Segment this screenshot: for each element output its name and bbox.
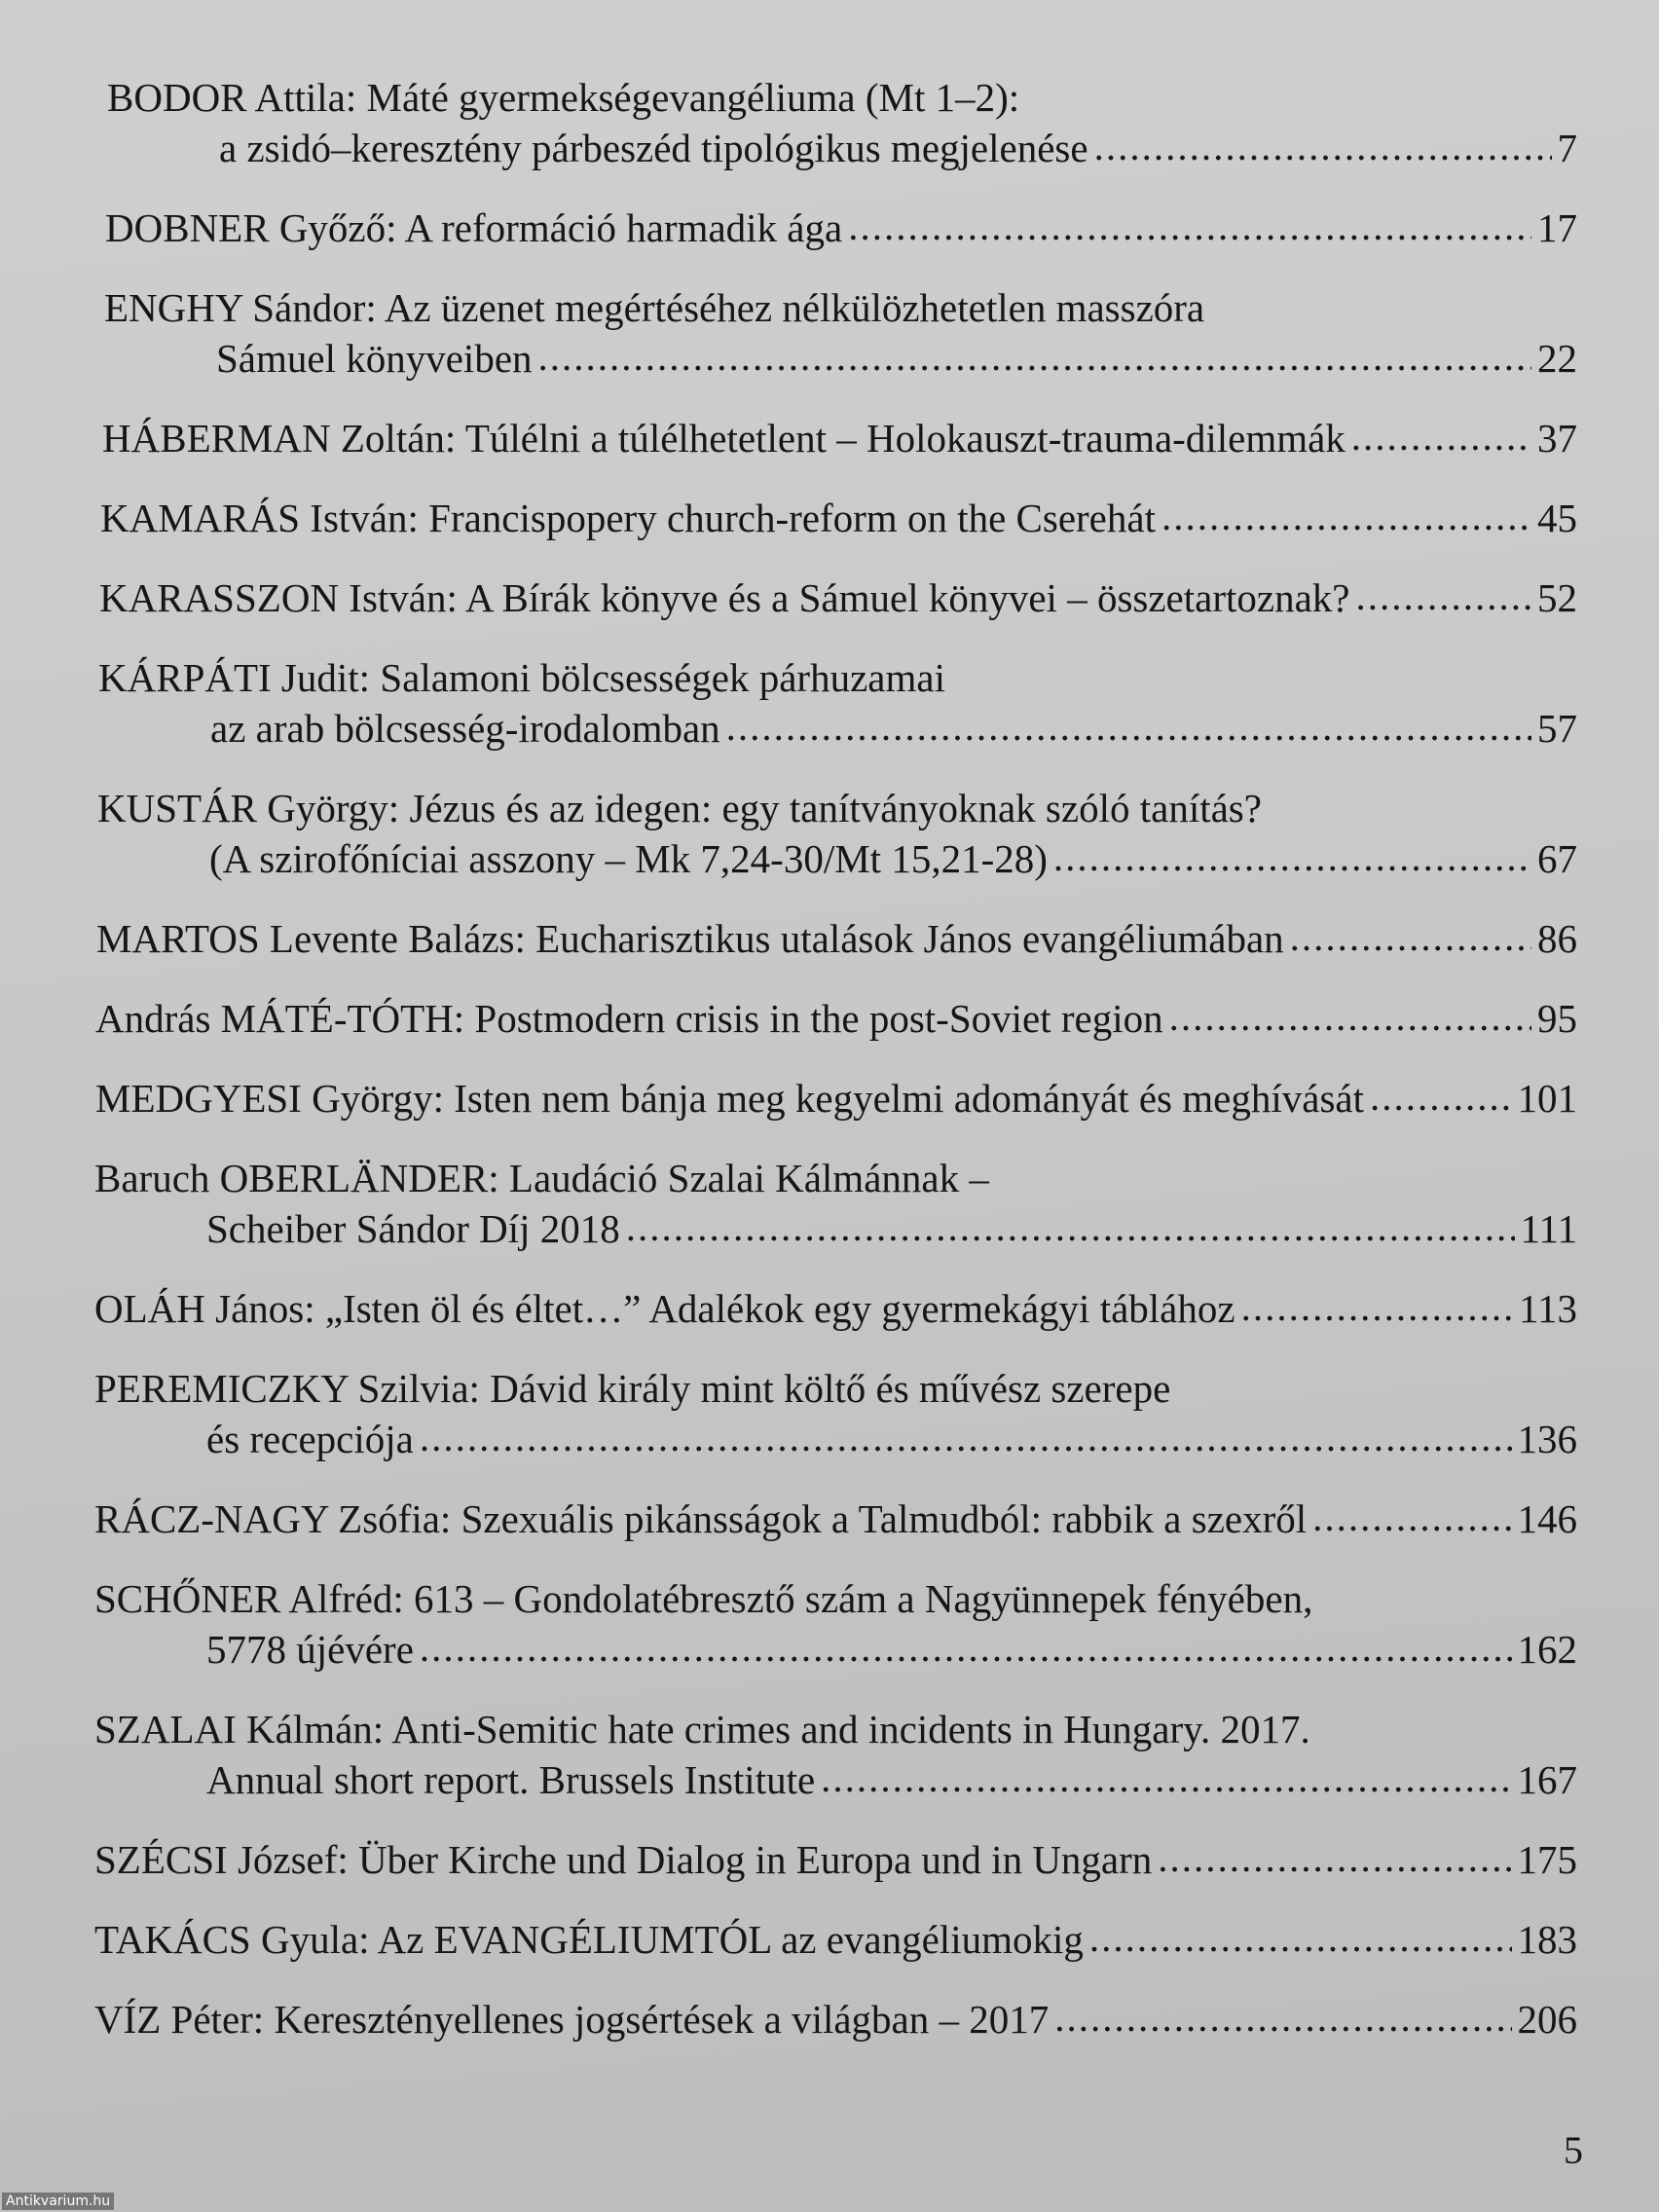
- toc-page-number: 45: [1537, 496, 1577, 540]
- toc-entry-line: [92, 1073, 1577, 1124]
- toc-page-number: 7: [1557, 126, 1577, 170]
- toc-entry: [92, 993, 1577, 1044]
- toc-entry: [92, 413, 1577, 463]
- toc-entry: [92, 1493, 1577, 1544]
- toc-author: HÁBERMAN Zoltán:: [102, 416, 457, 461]
- toc-page-number: 175: [1517, 1837, 1577, 1882]
- leader-dots: [1161, 491, 1531, 541]
- toc-title: A reformáció harmadik ága: [404, 205, 843, 250]
- toc-title: Francispopery church-reform on the Cserehát: [428, 496, 1156, 540]
- toc-entry-first-line: [92, 1363, 1577, 1414]
- toc-title-continued: 5778 újévére: [206, 1627, 414, 1672]
- leader-dots: [1158, 1832, 1511, 1883]
- toc-page-number: 17: [1537, 205, 1577, 250]
- toc-entry: [92, 282, 1577, 384]
- toc-author: OLÁH János:: [94, 1286, 315, 1331]
- toc-entry: [92, 783, 1577, 884]
- toc-title: „Isten öl és éltet…” Adalékok egy gyermekágyi táblához: [324, 1286, 1235, 1331]
- toc-author: DOBNER Győző:: [105, 205, 397, 250]
- toc-entry-first-line: [92, 652, 1577, 703]
- leader-dots: [1312, 1492, 1511, 1542]
- toc-entry-first-line: [92, 783, 1577, 833]
- toc-entry: [92, 1283, 1577, 1334]
- toc-author: KÁRPÁTI Judit:: [98, 655, 371, 700]
- leader-dots: [1089, 1912, 1512, 1963]
- toc-page-number: 52: [1537, 575, 1577, 620]
- toc-author: TAKÁCS Gyula:: [94, 1917, 370, 1962]
- toc-author: KARASSZON István:: [99, 575, 458, 620]
- toc-entry: [92, 1153, 1577, 1254]
- toc-entry: [92, 72, 1577, 173]
- toc-entry-line: [92, 413, 1577, 463]
- toc-page-number: 86: [1537, 916, 1577, 961]
- toc-entry-line: [92, 1283, 1577, 1334]
- toc-title: Szexuális pikánsságok a Talmudból: rabbik a szexről: [461, 1496, 1308, 1541]
- toc-title-continued: az arab bölcsesség-irodalomban: [210, 706, 720, 751]
- leader-dots: [1290, 911, 1531, 962]
- toc-entry-last-line: [92, 333, 1577, 384]
- toc-title: Laudáció Szalai Kálmánnak –: [508, 1156, 989, 1200]
- toc-title: Anti-Semitic hate crimes and incidents in Hungary. 2017.: [391, 1707, 1310, 1751]
- toc-title: Eucharisztikus utalások János evangéliumában: [535, 916, 1284, 961]
- toc-title: Túlélni a túlélhetetlent – Holokauszt-trauma-dilemmák: [464, 416, 1346, 461]
- toc-entry-line: [92, 913, 1577, 964]
- toc-title-continued: Sámuel könyveiben: [216, 336, 533, 381]
- toc-page-number: 136: [1517, 1417, 1577, 1461]
- toc-title-continued: Scheiber Sándor Díj 2018: [206, 1206, 620, 1251]
- toc-entry-last-line: [92, 703, 1577, 754]
- toc-author: BODOR Attila:: [107, 75, 357, 120]
- toc-entry: [92, 652, 1577, 754]
- toc-entry-last-line: [92, 123, 1577, 173]
- leader-dots: [538, 331, 1531, 382]
- toc-entry-first-line: [92, 1153, 1577, 1203]
- toc-entry: [92, 913, 1577, 964]
- toc-title: Salamoni bölcsességek párhuzamai: [380, 655, 945, 700]
- toc-page-number: 95: [1537, 996, 1577, 1041]
- toc-page-number: 37: [1537, 416, 1577, 461]
- leader-dots: [1355, 571, 1531, 621]
- toc-entry: [92, 493, 1577, 543]
- toc-entry-last-line: [92, 1754, 1577, 1805]
- toc-entry: [92, 1834, 1577, 1885]
- toc-title-continued: (A szirofőníciai asszony – Mk 7,24-30/Mt 15,21-28): [209, 836, 1048, 881]
- toc-author: MEDGYESI György:: [95, 1076, 444, 1121]
- watermark: Antikvarium.hu: [2, 2193, 114, 2210]
- toc-title: Az üzenet megértéséhez nélkülözhetetlen masszóra: [384, 285, 1205, 330]
- toc-page-number: 146: [1517, 1496, 1577, 1541]
- leader-dots: [821, 1752, 1511, 1803]
- toc-entry: [92, 203, 1577, 253]
- toc-entry-first-line: [92, 282, 1577, 333]
- toc-author: KAMARÁS István:: [100, 496, 419, 540]
- toc-author: SZÉCSI József:: [94, 1837, 349, 1882]
- leader-dots: [1370, 1071, 1512, 1122]
- toc-title: Postmodern crisis in the post-Soviet region: [474, 996, 1163, 1041]
- leader-dots: [420, 1412, 1512, 1462]
- toc-entry-last-line: [92, 1624, 1577, 1675]
- leader-dots: [1351, 411, 1531, 461]
- toc-title: Az EVANGÉLIUMTÓL az evangéliumokig: [377, 1917, 1084, 1962]
- toc-entry-last-line: [92, 833, 1577, 884]
- toc-entry-line: [92, 203, 1577, 253]
- toc-author: KUSTÁR György:: [97, 786, 400, 830]
- toc-author: MARTOS Levente Balázs:: [96, 916, 526, 961]
- toc-entry-line: [92, 1914, 1577, 1965]
- toc-title: 613 – Gondolatébresztő szám a Nagyünnepek fényében,: [414, 1576, 1313, 1621]
- toc-entry-line: [92, 1834, 1577, 1885]
- leader-dots: [848, 201, 1531, 251]
- toc-entry-line: [92, 572, 1577, 623]
- toc-entry: [92, 572, 1577, 623]
- toc-entry: [92, 1914, 1577, 1965]
- toc-page-number: 162: [1517, 1627, 1577, 1672]
- toc-entry: [92, 1073, 1577, 1124]
- toc-entry-first-line: [92, 1704, 1577, 1754]
- toc-entry-last-line: [92, 1414, 1577, 1464]
- toc-author: András MÁTÉ-TÓTH:: [95, 996, 465, 1041]
- toc-page-number: 206: [1517, 1997, 1577, 2042]
- toc-title: Keresztényellenes jogsértések a világban – 2017: [274, 1997, 1050, 2042]
- toc-title: Jézus és az idegen: egy tanítványoknak szóló tanítás?: [409, 786, 1262, 830]
- leader-dots: [420, 1622, 1512, 1673]
- toc-page-number: 22: [1537, 336, 1577, 381]
- leader-dots: [1053, 831, 1531, 882]
- toc-page-number: 113: [1519, 1286, 1577, 1331]
- leader-dots: [1094, 121, 1552, 171]
- toc-entry-line: [92, 1994, 1577, 2045]
- toc-entry: [92, 1363, 1577, 1464]
- toc-entry-line: [92, 493, 1577, 543]
- leader-dots: [1241, 1281, 1513, 1332]
- page-number: 5: [1564, 2128, 1583, 2172]
- toc-title-continued: és recepciója: [206, 1417, 414, 1461]
- toc-author: SZALAI Kálmán:: [94, 1707, 385, 1751]
- toc-author: ENGHY Sándor:: [104, 285, 377, 330]
- table-of-contents: [92, 58, 1577, 2045]
- leader-dots: [626, 1201, 1515, 1252]
- toc-author: PEREMICZKY Szilvia:: [94, 1366, 480, 1411]
- toc-page-number: 111: [1520, 1206, 1577, 1251]
- toc-entry-line: [92, 1493, 1577, 1544]
- toc-author: VÍZ Péter:: [94, 1997, 265, 2042]
- toc-entry-first-line: [92, 1573, 1577, 1624]
- leader-dots: [1054, 1992, 1511, 2043]
- leader-dots: [1169, 991, 1531, 1042]
- toc-entry: [92, 1704, 1577, 1805]
- toc-page-number: 57: [1537, 706, 1577, 751]
- toc-entry-last-line: [92, 1203, 1577, 1254]
- toc-title: Isten nem bánja meg kegyelmi adományát és meghívását: [454, 1076, 1364, 1121]
- toc-page-number: 183: [1517, 1917, 1577, 1962]
- leader-dots: [726, 701, 1531, 752]
- toc-page-number: 67: [1537, 836, 1577, 881]
- toc-entry-line: [92, 993, 1577, 1044]
- toc-entry: [92, 1573, 1577, 1675]
- toc-title: Über Kirche und Dialog in Europa und in Ungarn: [358, 1837, 1153, 1882]
- toc-entry-first-line: [92, 72, 1577, 123]
- toc-entry: [92, 1994, 1577, 2045]
- toc-title-continued: Annual short report. Brussels Institute: [206, 1757, 816, 1802]
- toc-author: SCHŐNER Alfréd:: [94, 1576, 404, 1621]
- toc-title-continued: a zsidó–keresztény párbeszéd tipológikus megjelenése: [219, 126, 1088, 170]
- toc-page-number: 101: [1517, 1076, 1577, 1121]
- toc-page-number: 167: [1517, 1757, 1577, 1802]
- toc-author: Baruch OBERLÄNDER:: [94, 1156, 499, 1200]
- toc-title: Dávid király mint költő és művész szerepe: [490, 1366, 1171, 1411]
- toc-author: RÁCZ-NAGY Zsófia:: [94, 1496, 452, 1541]
- toc-title: Máté gyermekségevangéliuma (Mt 1–2):: [366, 75, 1020, 120]
- toc-title: A Bírák könyve és a Sámuel könyvei – összetartoznak?: [464, 575, 1350, 620]
